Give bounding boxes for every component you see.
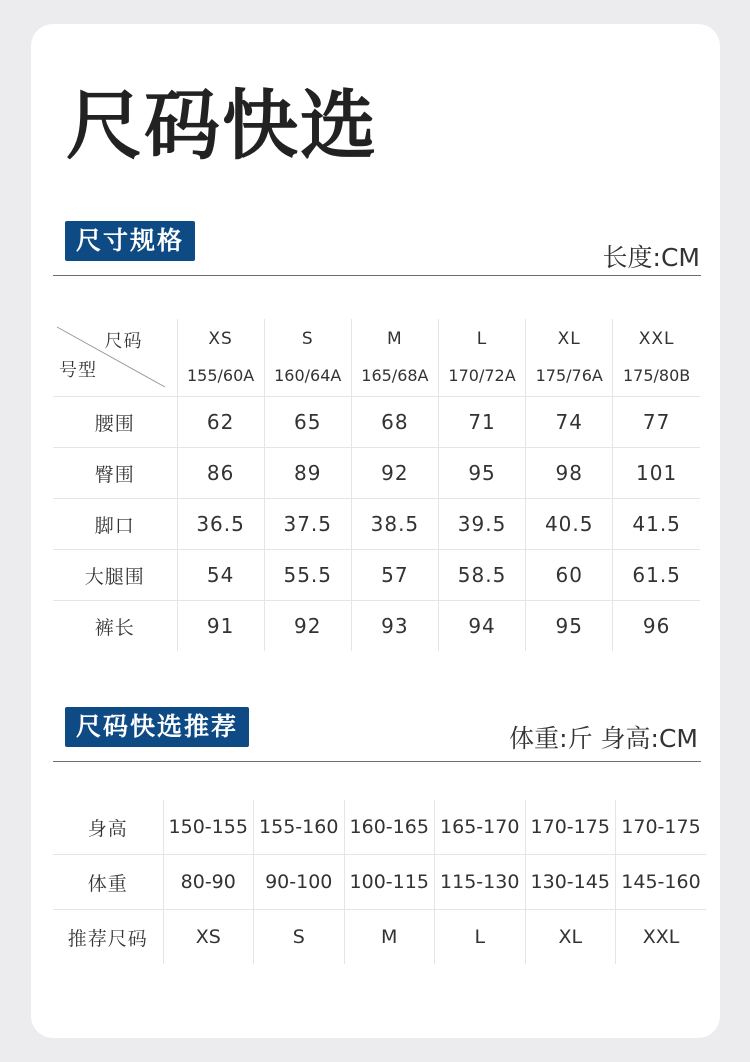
table-cell: 86 (177, 448, 264, 499)
size-header-row (53, 319, 700, 397)
table-cell: 96 (613, 601, 700, 652)
table-cell: XS (163, 910, 254, 965)
section-tag-recommend: 尺码快选推荐 (65, 707, 249, 747)
table-cell: 77 (613, 397, 700, 448)
table-cell: 36.5 (177, 499, 264, 550)
table-cell: 41.5 (613, 499, 700, 550)
table-cell: 115-130 (435, 855, 526, 910)
page-title: 尺码快选 (66, 81, 378, 170)
table-cell: 65 (264, 397, 351, 448)
table-row (53, 855, 706, 910)
table-cell: 80-90 (163, 855, 254, 910)
row-label: 体重 (53, 855, 163, 910)
table-cell: 100-115 (344, 855, 435, 910)
table-cell: 61.5 (613, 550, 700, 601)
table-cell: 71 (438, 397, 525, 448)
table-cell: 39.5 (438, 499, 525, 550)
size-column-header: XS 155/60A (177, 319, 264, 397)
table-cell: M (344, 910, 435, 965)
size-column-header: XXL 175/80B (613, 319, 700, 397)
table-cell: 54 (177, 550, 264, 601)
table-cell: 98 (526, 448, 613, 499)
table-cell: 40.5 (526, 499, 613, 550)
table-cell: 60 (526, 550, 613, 601)
table-cell: 90-100 (254, 855, 345, 910)
table-cell: XXL (616, 910, 707, 965)
size-column-header: M 165/68A (351, 319, 438, 397)
table-cell: 37.5 (264, 499, 351, 550)
corner-label-model: 号型 (59, 360, 97, 381)
table-cell: 38.5 (351, 499, 438, 550)
table-cell: 94 (438, 601, 525, 652)
row-label: 推荐尺码 (53, 910, 163, 965)
row-label: 裤长 (53, 601, 177, 652)
table-cell: 170-175 (525, 800, 616, 855)
table-cell: 89 (264, 448, 351, 499)
table-cell: L (435, 910, 526, 965)
row-label: 大腿围 (53, 550, 177, 601)
table-row (53, 499, 700, 550)
table-cell: 57 (351, 550, 438, 601)
table-cell: 91 (177, 601, 264, 652)
size-column-header: XL 175/76A (526, 319, 613, 397)
row-label: 身高 (87, 817, 128, 840)
section-tag-size-spec: 尺寸规格 (65, 221, 195, 261)
table-cell: 68 (351, 397, 438, 448)
table-cell: 74 (526, 397, 613, 448)
table-cell: 93 (351, 601, 438, 652)
row-label: 臀围 (53, 448, 177, 499)
table-cell: 95 (526, 601, 613, 652)
table-cell: 160-165 (344, 800, 435, 855)
table-cell: 130-145 (525, 855, 616, 910)
corner-label-size: 尺码 (104, 331, 143, 352)
size-spec-table (53, 319, 700, 651)
size-column-header: L 170/72A (438, 319, 525, 397)
table-cell: 58.5 (438, 550, 525, 601)
table-row (53, 397, 700, 448)
table-row (53, 550, 700, 601)
table-cell: 155-160 (254, 800, 345, 855)
weight-height-unit-note: 体重:斤 身高:CM (509, 724, 698, 753)
section-divider (53, 275, 701, 276)
table-cell: S (254, 910, 345, 965)
row-label: 腰围 (53, 397, 177, 448)
table-cell: XL (525, 910, 616, 965)
table-cell: 170-175 (616, 800, 707, 855)
table-cell: 62 (177, 397, 264, 448)
table-cell: 92 (351, 448, 438, 499)
table-cell: 165-170 (435, 800, 526, 855)
table-cell: 55.5 (264, 550, 351, 601)
table-row (53, 601, 700, 652)
size-recommend-table (53, 800, 706, 964)
table-row (53, 800, 706, 855)
table-cell: 101 (613, 448, 700, 499)
table-cell: 145-160 (616, 855, 707, 910)
table-cell: 150-155 (163, 800, 254, 855)
corner-header-cell (53, 319, 177, 397)
size-column-header: S 160/64A (264, 319, 351, 397)
row-label: 脚口 (53, 499, 177, 550)
table-cell: 95 (438, 448, 525, 499)
table-row (53, 448, 700, 499)
table-cell: 92 (264, 601, 351, 652)
section-divider (53, 761, 701, 762)
table-row (53, 910, 706, 965)
length-unit-note: 长度:CM (602, 243, 700, 272)
